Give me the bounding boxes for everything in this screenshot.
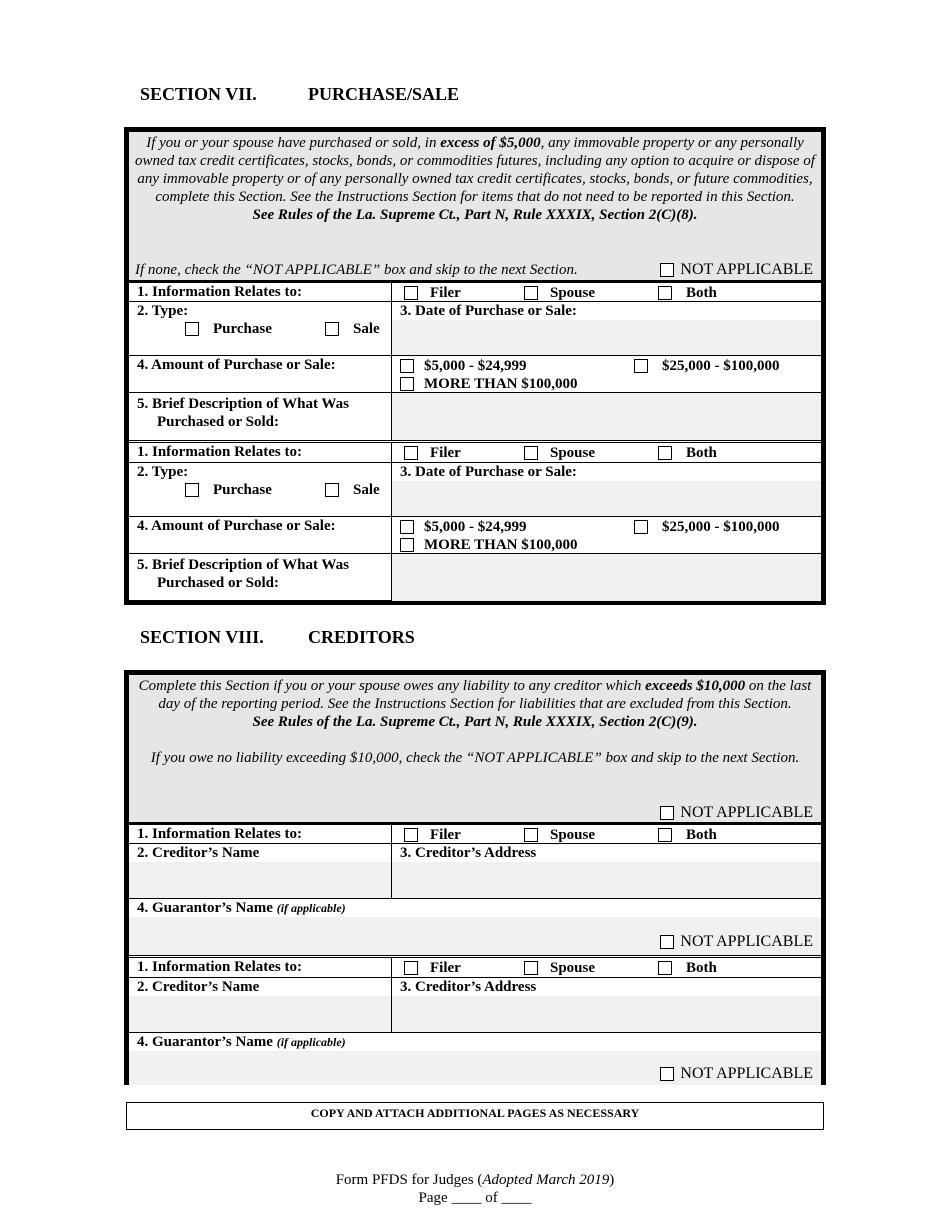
- s7-e1-spouse-option[interactable]: Spouse: [524, 284, 595, 302]
- checkbox[interactable]: [634, 520, 648, 534]
- checkbox[interactable]: [404, 828, 418, 842]
- checkbox[interactable]: [658, 446, 672, 460]
- checkbox[interactable]: [660, 1067, 674, 1081]
- s7-e1-both-option[interactable]: Both: [658, 284, 717, 302]
- s7-e1-filer-option[interactable]: Filer: [404, 284, 461, 302]
- s7-entry1-relates-row: 1. Information Relates to: Filer Spouse Both: [129, 280, 821, 301]
- s7-e2-date-field[interactable]: [392, 481, 821, 516]
- checkbox[interactable]: [400, 520, 414, 534]
- s7-entry2-relates-row: 1. Information Relates to: Filer Spouse Both: [129, 440, 821, 462]
- checkbox[interactable]: [325, 322, 339, 336]
- s8-e1-not-applicable[interactable]: NOT APPLICABLE: [660, 933, 813, 951]
- s8-e1-creditor-name-field[interactable]: [129, 862, 391, 898]
- checkbox[interactable]: [634, 359, 648, 373]
- checkbox[interactable]: [524, 286, 538, 300]
- checkbox[interactable]: [185, 483, 199, 497]
- s7-e1-purchase-option[interactable]: Purchase: [185, 320, 272, 338]
- s7-e2-range2-option[interactable]: $25,000 - $100,000: [634, 518, 780, 536]
- page-number: Page ____ of ____: [418, 1190, 532, 1206]
- s8-entry1-guarantor-row: [129, 898, 821, 955]
- section-8-title: CREDITORS: [308, 627, 415, 647]
- checkbox[interactable]: [524, 446, 538, 460]
- section-7-none-line: [129, 245, 821, 280]
- s7-e2-purchase-option[interactable]: Purchase: [185, 481, 272, 499]
- checkbox[interactable]: [400, 359, 414, 373]
- s7-e1-sale-option[interactable]: Sale: [325, 320, 380, 338]
- section-7-heading: [140, 84, 459, 105]
- s7-entry2-desc-row: 5. Brief Description of What Was Purchased or Sold:: [129, 553, 821, 601]
- s7-e2-desc-field[interactable]: [392, 554, 821, 601]
- s8-e2-not-applicable[interactable]: NOT APPLICABLE: [660, 1065, 813, 1083]
- section-8-not-applicable[interactable]: NOT APPLICABLE: [660, 804, 813, 822]
- checkbox[interactable]: [404, 286, 418, 300]
- s8-e1-filer-option[interactable]: Filer: [404, 826, 461, 844]
- s8-e2-filer-option[interactable]: Filer: [404, 959, 461, 977]
- form-footer: Form PFDS for Judges (Adopted March 2019): [335, 1172, 615, 1188]
- s8-entry1-name-row: 2. Creditor’s Name 3. Creditor’s Address: [129, 843, 821, 898]
- s8-e2-creditor-name-field[interactable]: [129, 996, 391, 1032]
- s8-entry2-relates-row: 1. Information Relates to: Filer Spouse Both: [129, 955, 821, 977]
- s7-e1-desc-field[interactable]: [392, 393, 821, 440]
- s7-e2-range1-option[interactable]: $5,000 - $24,999: [400, 518, 527, 536]
- s8-e2-spouse-option[interactable]: Spouse: [524, 959, 595, 977]
- section-8-none-line: [129, 770, 821, 822]
- section-8-box: [124, 670, 826, 1085]
- s7-e1-range2-option[interactable]: $25,000 - $100,000: [634, 357, 780, 375]
- checkbox[interactable]: [658, 828, 672, 842]
- s7-e1-range3-option[interactable]: MORE THAN $100,000: [400, 375, 577, 393]
- section-7-box: [124, 127, 826, 605]
- s7-entry2-amount-row: 4. Amount of Purchase or Sale: $5,000 - $24,999 $25,000 - $100,000 MORE THAN $100,000: [129, 516, 821, 553]
- checkbox[interactable]: [400, 377, 414, 391]
- s8-entry1-relates-row: 1. Information Relates to: Filer Spouse Both: [129, 822, 821, 843]
- s8-entry2-name-row: 2. Creditor’s Name 3. Creditor’s Address: [129, 977, 821, 1032]
- s7-e2-filer-option[interactable]: Filer: [404, 444, 461, 462]
- s7-e1-range1-option[interactable]: $5,000 - $24,999: [400, 357, 527, 375]
- checkbox[interactable]: [185, 322, 199, 336]
- section-7-intro: If you or your spouse have purchased or sold, in excess of $5,000, any immovable property or any personally owned tax credit certificates, stocks, bonds, or commodities futures, including any option to acquire or dispose of any immovable property or of any personally owned tax credit certificates, stocks, bonds, or future commodities, complete this Section. See the Instructions Section for items that do not need to be reported in this Section. See Rules of the La. Supreme Ct., Part N, Rule XXXIX, Section 2(C)(8).: [129, 132, 821, 245]
- section-7-number: SECTION VII.: [140, 84, 257, 104]
- s8-e1-both-option[interactable]: Both: [658, 826, 717, 844]
- section-8-heading: [140, 627, 415, 648]
- checkbox[interactable]: [660, 263, 674, 277]
- section-7-not-applicable[interactable]: NOT APPLICABLE: [660, 261, 813, 279]
- s8-e1-creditor-address-field[interactable]: [392, 862, 821, 898]
- s7-e2-both-option[interactable]: Both: [658, 444, 717, 462]
- s7-entry1-desc-row: 5. Brief Description of What Was Purchased or Sold:: [129, 392, 821, 440]
- checkbox[interactable]: [660, 935, 674, 949]
- section-8-none-text: If you owe no liability exceeding $10,000, check the “NOT APPLICABLE” box and skip to the next Section.: [150, 750, 800, 766]
- checkbox[interactable]: [325, 483, 339, 497]
- s7-entry2-type-row: 2. Type: Purchase Sale 3. Date of Purchase or Sale:: [129, 462, 821, 516]
- s8-entry2-guarantor-row: [129, 1032, 821, 1085]
- section-7-rule: See Rules of the La. Supreme Ct., Part N, Rule XXXIX, Section 2(C)(8).: [252, 207, 698, 223]
- s7-entry1-amount-row: 4. Amount of Purchase or Sale: $5,000 - $24,999 $25,000 - $100,000 MORE THAN $100,000: [129, 355, 821, 392]
- attach-note: COPY AND ATTACH ADDITIONAL PAGES AS NECESSARY: [126, 1102, 824, 1130]
- s7-e1-date-field[interactable]: [392, 320, 821, 355]
- checkbox[interactable]: [404, 446, 418, 460]
- s8-e2-guarantor-label: 4. Guarantor’s Name (if applicable): [137, 1034, 346, 1050]
- s7-e2-sale-option[interactable]: Sale: [325, 481, 380, 499]
- s7-entry1-type-row: 2. Type: Purchase Sale 3. Date of Purchase or Sale:: [129, 301, 821, 355]
- section-8-rule: See Rules of the La. Supreme Ct., Part N, Rule XXXIX, Section 2(C)(9).: [252, 714, 698, 730]
- section-7-title: PURCHASE/SALE: [308, 84, 460, 104]
- checkbox[interactable]: [524, 828, 538, 842]
- checkbox[interactable]: [658, 286, 672, 300]
- s7-e2-range3-option[interactable]: MORE THAN $100,000: [400, 536, 577, 554]
- checkbox[interactable]: [658, 961, 672, 975]
- checkbox[interactable]: [660, 806, 674, 820]
- s7-e2-spouse-option[interactable]: Spouse: [524, 444, 595, 462]
- s8-e2-both-option[interactable]: Both: [658, 959, 717, 977]
- section-7-none-text: If none, check the “NOT APPLICABLE” box and skip to the next Section.: [135, 262, 578, 278]
- checkbox[interactable]: [404, 961, 418, 975]
- s8-e2-creditor-address-field[interactable]: [392, 996, 821, 1032]
- section-8-number: SECTION VIII.: [140, 627, 264, 647]
- checkbox[interactable]: [400, 538, 414, 552]
- s8-e1-guarantor-label: 4. Guarantor’s Name (if applicable): [137, 900, 346, 916]
- section-8-intro: Complete this Section if you or your spouse owes any liability to any creditor which exceeds $10,000 on the last day of the reporting period. See the Instructions Section for liabilities that are excluded from this Section. See Rules of the La. Supreme Ct., Part N, Rule XXXIX, Section 2(C)(9). If you owe no liability exceeding $10,000, check the “NOT APPLICABLE” box and skip to the next Section.: [129, 675, 821, 770]
- checkbox[interactable]: [524, 961, 538, 975]
- s8-e1-spouse-option[interactable]: Spouse: [524, 826, 595, 844]
